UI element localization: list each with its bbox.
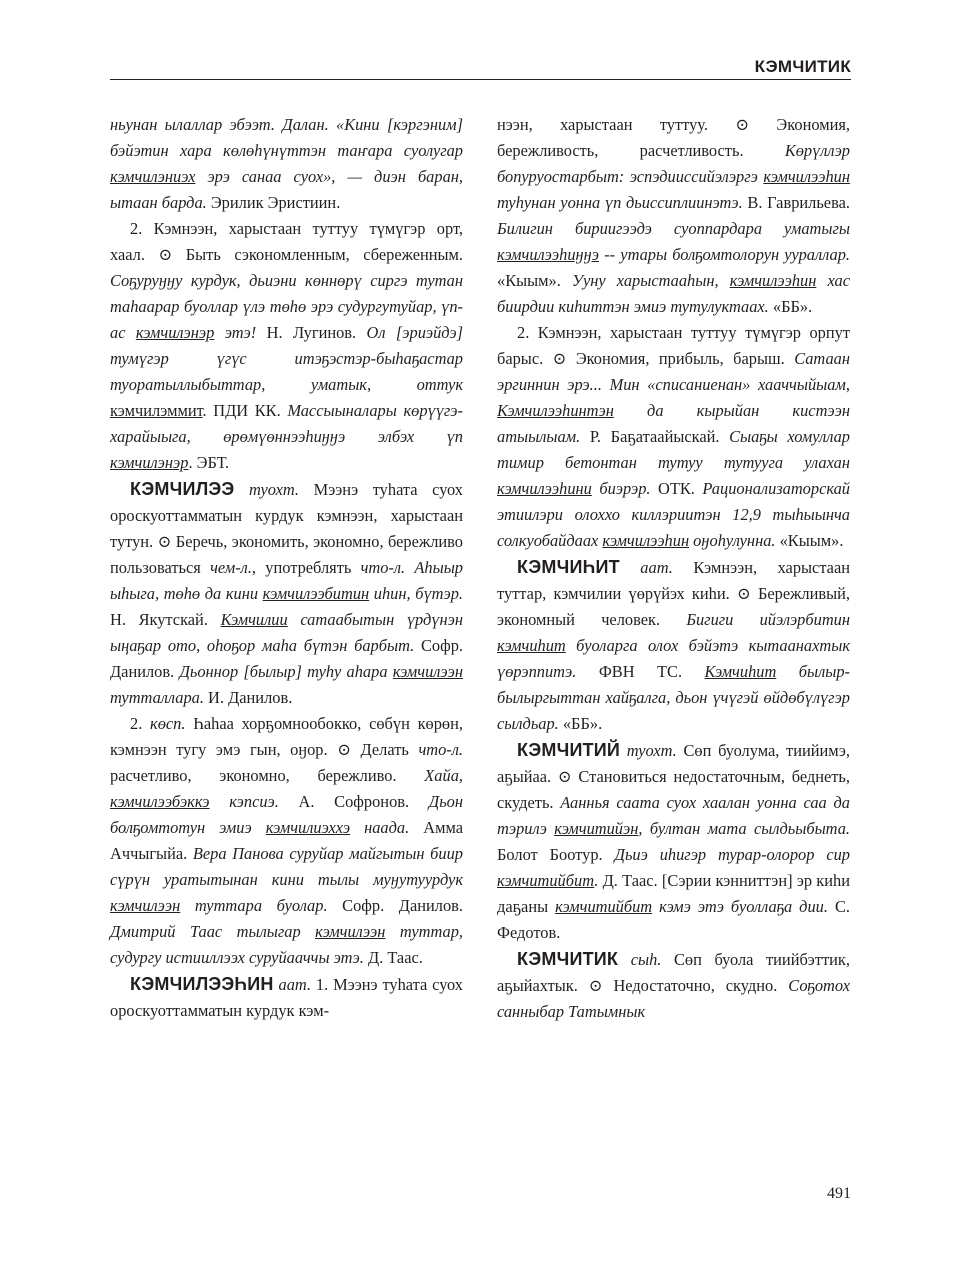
entry-paragraph: 2. көсп. Һаһаа хорҕомнообокко, сөбүн көрөн, кэмнээн тугу эмэ гын, оӈор. ⊙ Делать что-л. расчетливо, экономно, бережливо. Хайа, кэмчилээбэккэ кэпсиэ. А. Софронов. Дьон болҕомтотун эмиэ кэмчилиэххэ наада. Амма Аччыгыйа. Вера Панова суруйар майгытын биир сүрүн уратытынан кини тылы муӈутуурдук кэмчилээн туттара буолар. Софр. Данилов. Дмитрий Таас тылыгар кэмчилээн туттар, судургу истииллээх суруйааччы этэ. Д. Таас. — [110, 714, 464, 967]
entry-paragraph: 2. Кэмнээн, харыстаан туттуу түмүгэр орпут барыс. ⊙ Экономия, прибыль, барыш. Сатаан эргиннин эрэ... Мин «списаниенан» хааччыйыам, Кэмчилээһинтэн да кырыйан кистээн атыылыам. Р. Баҕатаайыскай. Сыаҕы хомуллар тимир бетонтан тутуу тутууга улахан кэмчилээһини биэрэр. ОТК. Рационализаторскай этиилэри олоххо киллэриитэн 12,9 тыһыынча солкуобайдаах кэмчилээһин оӈоһулунна. «Кыым». — [497, 323, 851, 550]
entry-example-word: кэмчилээн — [315, 922, 386, 941]
running-header — [110, 55, 851, 80]
entry-example-word: кэмчилэммит — [110, 401, 203, 420]
grammar-mark: аат. — [619, 558, 673, 577]
entry-example-word: кэмчитийэн — [554, 819, 639, 838]
dictionary-entry: КЭМЧИЛЭЭ туохт. Мээнэ туһата суох ороскуоттамматын курдук кэмнээн, харыстаан тутун. ⊙ Беречь, экономить, экономно, бережливо пользоваться чем-л., употреблять что-л. Аһыыр ыһыга, төһө да кини кэмчилээбитин иһин, бүтэр. Н. Якутскай. Кэмчилии сатаабытын үрдүнэн ыңаҕар ото, оһоҕор маһа бүтэн барбыт. Софр. Данилов. Дьоннор [былыр] туһу аһара кэмчилээн тутталлара. И. Данилов. — [110, 479, 464, 707]
headword: КЭМЧИҺИТ — [517, 557, 620, 577]
entry-paragraph: нээн, харыстаан туттуу. ⊙ Экономия, бережливость, расчетливость. Көрүллэр бопуруостарбыт: эспэдииссийэлэргэ кэмчилээһин туһунан уонна үп дьиссиплиинэтэ. В. Гаврильева. Билигин бириигээдэ суоппардара уматыгы кэмчилээһиӈӈэ -- утары болҕомтолорун уураллар. «Кыым». Ууну харыстааһын, кэмчилээһин хас биирдии киһиттэн эмиэ тутулуктаах. «ББ». — [497, 115, 850, 316]
dictionary-entry: КЭМЧИЛЭЭҺИН аат. 1. Мээнэ туһата суох ороскуоттамматын курдук кэм- — [110, 974, 463, 1020]
headword: КЭМЧИЛЭЭҺИН — [130, 974, 274, 994]
entry-example-word: кэмчилээбэккэ — [110, 792, 210, 811]
entry-example-word: кэмчилээһини — [497, 479, 592, 498]
headword: КЭМЧИТИЙ — [517, 740, 621, 760]
entry-example-word: Кэмчилии — [220, 610, 288, 629]
dictionary-entry: КЭМЧИҺИТ аат. Кэмнээн, харыстаан туттар, кэмчилии үөрүйэх киһи. ⊙ Бережливый, экономный человек. Бигиги ийэлэрбитин кэмчиһит буоларга олох бэйэтэ кытаанахтык үөрэппитэ. ФВН ТС. Кэмчиһит былыр-былыргыттан хайҕалга, дьон үчүгэй өйдөбүлүгэр сылдьар. «ББ». — [497, 557, 851, 733]
entry-example-word: кэмчиһит — [497, 636, 566, 655]
entry-example-word: кэмчилээн — [392, 662, 463, 681]
entry-example-word: кэмчилэнэр — [110, 453, 189, 472]
grammar-mark: сыһ. — [618, 950, 662, 969]
page-number: 491 — [827, 1185, 851, 1202]
left-column — [110, 112, 463, 1024]
entry-example-word: кэмчилиэххэ — [265, 818, 351, 837]
dictionary-entry: КЭМЧИТИК сыһ. Сөп буола тиийбэттик, аҕыйахтык. ⊙ Недостаточно, скудно. Соҕотох санныбар Татымнык — [497, 949, 850, 1021]
entry-example-word: кэмчилээһин — [763, 167, 850, 186]
grammar-mark: туохт. — [620, 741, 677, 760]
entry-example-word: кэмчитийбит — [497, 871, 595, 890]
entry-example-word: Кэмчиһит — [704, 662, 777, 681]
running-head-title: КЭМЧИТИК — [754, 57, 851, 76]
headword: КЭМЧИЛЭЭ — [130, 479, 235, 499]
entry-example-word: кэмчилэнэр — [135, 323, 215, 342]
headword: КЭМЧИТИК — [517, 949, 619, 969]
entry-example-word: кэмчилээн — [110, 896, 181, 915]
entry-paragraph: ньунан ылаллар эбээт. Далан. «Кини [кэргэним] бэйэтин хара көлөһүнүттэн таҥара суолугар кэмчилэниэх эрэ санаа суох», — диэн баран, ытаан барда. Эрилик Эристиин. — [110, 115, 463, 212]
entry-example-word: кэмчилээбитин — [262, 584, 370, 603]
entry-example-word: кэмчилэниэх — [110, 167, 196, 186]
entry-example-word: кэмчилээһин — [602, 531, 690, 550]
grammar-mark: туохт. — [234, 480, 300, 499]
entry-example-word: кэмчилээһиӈӈэ — [497, 245, 600, 264]
entry-example-word: кэмчилээһин — [729, 271, 817, 290]
entry-example-word: кэмчитийбит — [555, 897, 653, 916]
dictionary-entry: КЭМЧИТИЙ туохт. Сөп буолума, тиийимэ, аҕыйаа. ⊙ Становиться недостаточным, беднеть, скудеть. Ааннья саата суох хаалан уонна саа да тэрилэ кэмчитийэн, бултан мата сылдьыбыта. Болот Боотур. Дьиэ иһигэр турар-олорор сир кэмчитийбит. Д. Таас. [Сэрии кэнниттэн] эр киһи даҕаны кэмчитийбит кэмэ этэ буоллаҕа дии. С. Федотов. — [497, 740, 850, 942]
entry-paragraph: 2. Кэмнээн, харыстаан туттуу түмүгэр орт, хаал. ⊙ Быть сэкономленным, сбереженным. Соҕуруӈӈу курдук, дьиэни көннөрү сиргэ тутан таһаарар буоллар үлэ төһө эрэ судургутуйар, үп-ас кэмчилэнэр этэ! Н. Лугинов. Ол [эриэйдэ] тумүгэр үгүс итэҕэстэр-быһаҕастар туоратыллыбыттар, уматык, оттук кэмчилэммит. ПДИ КК. Массыыналары көрүүгэ-харайыыга, өрөмүөннээһиӈӈэ элбэх үп кэмчилэнэр. ЭБТ. — [110, 219, 463, 472]
grammar-mark: аат. — [273, 975, 312, 994]
entry-example-word: Кэмчилээһинтэн — [497, 401, 614, 420]
right-column — [497, 112, 850, 1025]
